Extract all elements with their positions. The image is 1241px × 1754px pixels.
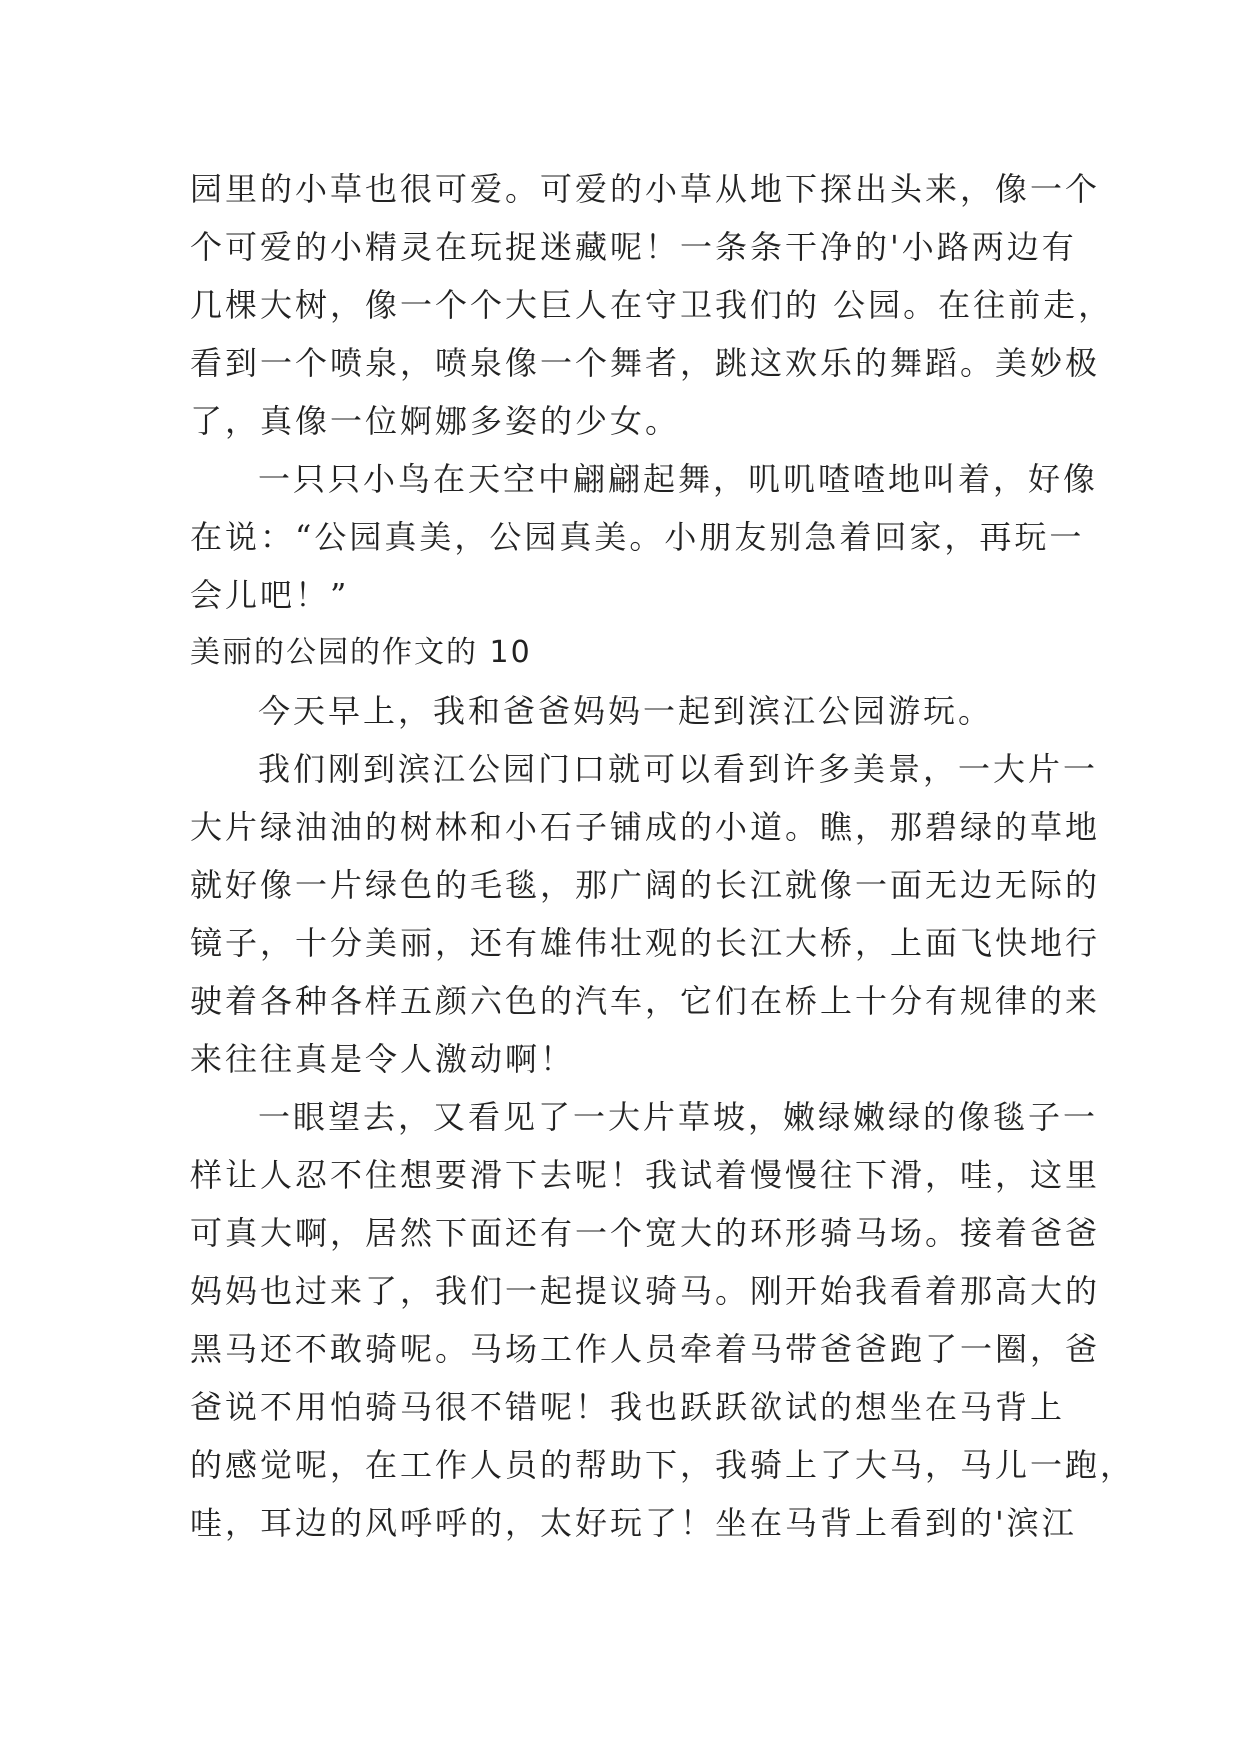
text-line: 大片绿油油的树林和小石子铺成的小道。瞧，那碧绿的草地 xyxy=(190,808,1101,846)
text-line: 在说：“公园真美，公园真美。小朋友别急着回家，再玩一 xyxy=(190,518,1085,556)
text-line: 了，真像一位婀娜多姿的少女。 xyxy=(190,402,681,440)
text-line: 样让人忍不住想要滑下去呢！我试着慢慢往下滑，哇，这里 xyxy=(190,1156,1101,1194)
text-line: 黑马还不敢骑呢。马场工作人员牵着马带爸爸跑了一圈，爸 xyxy=(190,1330,1101,1368)
section-heading: 美丽的公园的作文的 10 xyxy=(190,635,532,670)
text-line: 哇，耳边的风呼呼的，太好玩了！坐在马背上看到的'滨江 xyxy=(190,1504,1077,1542)
paragraph-start-line: 今天早上，我和爸爸妈妈一起到滨江公园游玩。 xyxy=(258,692,994,730)
text-line: 就好像一片绿色的毛毯，那广阔的长江就像一面无边无际的 xyxy=(190,866,1101,904)
text-line: 看到一个喷泉，喷泉像一个舞者，跳这欢乐的舞蹈。美妙极 xyxy=(190,344,1101,382)
paragraph-start-line: 一眼望去，又看见了一大片草坡，嫩绿嫩绿的像毯子一 xyxy=(258,1098,1099,1136)
text-line: 几棵大树，像一个个大巨人在守卫我们的 公园。在往前走， xyxy=(190,286,1114,324)
paragraph-start-line: 我们刚到滨江公园门口就可以看到许多美景，一大片一 xyxy=(258,750,1099,788)
text-line: 爸说不用怕骑马很不错呢！我也跃跃欲试的想坐在马背上 xyxy=(190,1388,1066,1426)
text-line: 驶着各种各样五颜六色的汽车，它们在桥上十分有规律的来 xyxy=(190,982,1101,1020)
text-line: 妈妈也过来了，我们一起提议骑马。刚开始我看着那高大的 xyxy=(190,1272,1101,1310)
document-body xyxy=(190,160,1136,1552)
text-line: 来往往真是令人激动啊！ xyxy=(190,1040,576,1078)
paragraph-start-line: 一只只小鸟在天空中翩翩起舞，叽叽喳喳地叫着，好像 xyxy=(258,460,1099,498)
text-line: 会儿吧！” xyxy=(190,576,350,614)
text-line: 园里的小草也很可爱。可爱的小草从地下探出头来，像一个 xyxy=(190,170,1101,208)
text-line: 的感觉呢，在工作人员的帮助下，我骑上了大马，马儿一跑， xyxy=(190,1446,1136,1484)
text-line: 镜子，十分美丽，还有雄伟壮观的长江大桥，上面飞快地行 xyxy=(190,924,1101,962)
text-line: 个可爱的小精灵在玩捉迷藏呢！一条条干净的'小路两边有 xyxy=(190,228,1077,266)
text-line: 可真大啊，居然下面还有一个宽大的环形骑马场。接着爸爸 xyxy=(190,1214,1101,1252)
